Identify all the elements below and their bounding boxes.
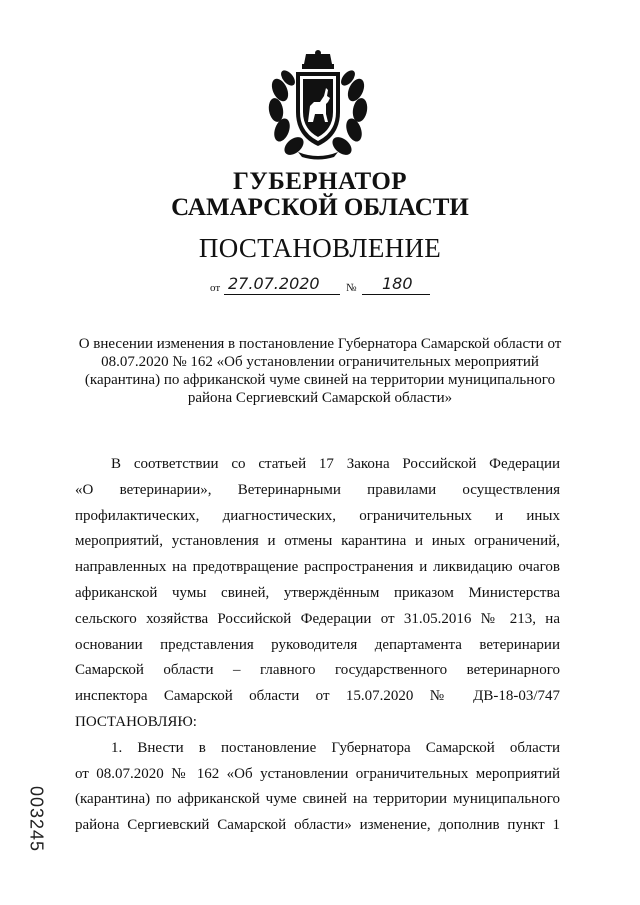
body-line: мероприятий, установления и отмены карантина и иных ограничений,	[75, 533, 560, 550]
date-underline	[224, 294, 340, 295]
number-underline	[362, 294, 430, 295]
body-line: африканской чумы свиней, утверждённым приказом Министерства	[75, 584, 560, 601]
subject-line: района Сергиевский Самарской области»	[187, 390, 453, 406]
body-line: основании представления руководителя департамента ветеринарии	[75, 636, 560, 653]
body-line: В соответствии со статьей 17 Закона Российской Федерации	[111, 456, 560, 472]
document-type-heading: ПОСТАНОВЛЕНИЕ	[198, 233, 442, 263]
number-label: №	[346, 282, 357, 294]
body-line: района Сергиевский Самарской области» изменение, дополнив пункт 1	[75, 817, 560, 834]
issuer-title-line-1: ГУБЕРНАТОР	[232, 168, 408, 195]
stamp-number-text: 003245	[26, 785, 47, 853]
body-line: направленных на предотвращение распространения и ликвидацию очагов	[75, 559, 560, 576]
issuer-title-line-2: САМАРСКОЙ ОБЛАСТИ	[171, 194, 469, 221]
body-line: инспектора Самарской области от 15.07.2020 № ДВ-18-03/747	[75, 688, 560, 705]
body-line: Самарской области – главного государственного ветеринарного	[75, 662, 560, 679]
clause-1-paragraph	[75, 736, 560, 839]
subject-line: 08.07.2020 № 162 «Об установлении ограничительных мероприятий	[101, 354, 539, 370]
body-line: (карантина) по африканской чуме свиней на территории муниципального	[75, 791, 560, 808]
preamble-paragraph	[75, 452, 560, 710]
decree-word-text: ПОСТАНОВЛЯЮ:	[75, 713, 197, 730]
body-line: сельского хозяйства Российской Федерации от 31.05.2016 № 213, на	[75, 610, 560, 627]
coat-of-arms-emblem	[268, 50, 368, 160]
registration-stamp-number	[22, 782, 50, 856]
subject-line: О внесении изменения в постановление Губернатора Самарской области от	[78, 336, 562, 352]
body-line: 1. Внести в постановление Губернатора Самарской области	[111, 739, 560, 756]
document-date-number-line	[210, 272, 430, 298]
document-body	[75, 452, 560, 839]
body-line: «О ветеринарии», Ветеринарными правилами осуществления	[75, 481, 560, 498]
number-value-handwritten: 180	[382, 274, 413, 293]
date-value-handwritten: 27.07.2020	[228, 274, 320, 293]
document-subject	[72, 335, 568, 407]
body-line: от 08.07.2020 № 162 «Об установлении ограничительных мероприятий	[75, 765, 560, 782]
decree-word	[75, 710, 560, 736]
subject-line: (карантина) по африканской чуме свиней на территории муниципального	[84, 372, 556, 388]
body-line: профилактических, диагностических, ограничительных и иных	[75, 507, 560, 524]
date-label: от	[210, 282, 221, 294]
